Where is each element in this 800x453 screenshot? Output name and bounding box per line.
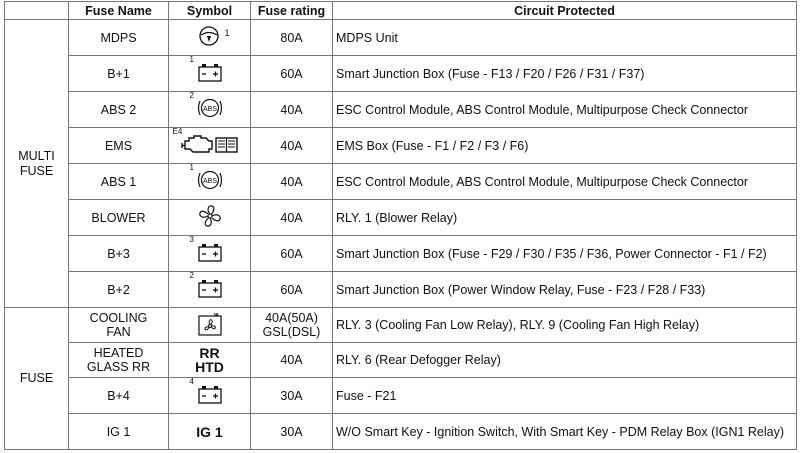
fuse-rating: 40A <box>251 128 333 164</box>
header-row <box>5 2 797 20</box>
fuse-name: BLOWER <box>69 200 169 236</box>
symbol-cell <box>169 20 251 56</box>
cooling-fan-icon <box>196 310 224 338</box>
fuse-name: B+4 <box>69 378 169 414</box>
table-row <box>5 378 797 414</box>
symbol-cell <box>169 56 251 92</box>
fuse-rating: 60A <box>251 272 333 308</box>
circuit-protected: RLY. 3 (Cooling Fan Low Relay), RLY. 9 (Cooling Fan High Relay) <box>333 308 797 343</box>
battery-icon <box>189 55 224 86</box>
symbol-superscript: 4 <box>189 377 194 386</box>
symbol-text-line2: HTD <box>195 359 224 375</box>
table-row <box>5 236 797 272</box>
fuse-rating: 40A <box>251 200 333 236</box>
fuse-rating: 40A <box>251 343 333 378</box>
symbol-cell <box>169 200 251 236</box>
circuit-protected: Smart Junction Box (Power Window Relay, Fuse - F23 / F28 / F33) <box>333 272 797 308</box>
fuse-rating: 40A <box>251 92 333 128</box>
symbol-cell <box>169 92 251 128</box>
battery-icon <box>189 235 224 266</box>
fuse-rating: 30A <box>251 414 333 450</box>
symbol-cell <box>169 343 251 378</box>
table-row <box>5 200 797 236</box>
symbol-superscript: 1 <box>189 55 194 64</box>
symbol-superscript: 2 <box>189 91 194 100</box>
fuse-name <box>69 343 169 378</box>
symbol-superscript: 1 <box>224 28 230 38</box>
symbol-cell <box>169 164 251 200</box>
circuit-protected: Smart Junction Box (Fuse - F13 / F20 / F26 / F31 / F37) <box>333 56 797 92</box>
table-row <box>5 20 797 56</box>
engine-icon <box>172 127 239 158</box>
fuse-name-line2: FAN <box>106 325 131 339</box>
symbol-superscript: E4 <box>172 127 183 136</box>
table-row <box>5 414 797 450</box>
symbol-text: IG 1 <box>196 423 223 440</box>
fuse-rating-line1: 40A(50A) <box>265 311 318 325</box>
circuit-protected: RLY. 6 (Rear Defogger Relay) <box>333 343 797 378</box>
symbol-cell <box>169 378 251 414</box>
fuse-rating: 60A <box>251 56 333 92</box>
fuse-rating <box>251 308 333 343</box>
fuse-rating: 40A <box>251 164 333 200</box>
symbol-cell <box>169 414 251 450</box>
header-circuit-protected: Circuit Protected <box>333 2 797 20</box>
table-row <box>5 164 797 200</box>
symbol-superscript: 1 <box>189 163 194 172</box>
fuse-rating: 60A <box>251 236 333 272</box>
table-row <box>5 92 797 128</box>
group-label-line1: MULTI <box>18 148 55 163</box>
circuit-protected: ESC Control Module, ABS Control Module, Multipurpose Check Connector <box>333 92 797 128</box>
fuse-name: ABS 1 <box>69 164 169 200</box>
symbol-superscript: 3 <box>189 235 194 244</box>
battery-icon <box>189 271 224 302</box>
table-row <box>5 56 797 92</box>
fuse-name: MDPS <box>69 20 169 56</box>
header-group <box>5 2 69 20</box>
abs-icon <box>189 91 224 122</box>
header-fuse-name: Fuse Name <box>69 2 169 20</box>
table-row <box>5 272 797 308</box>
fuse-name: ABS 2 <box>69 92 169 128</box>
circuit-protected: MDPS Unit <box>333 20 797 56</box>
circuit-protected: Smart Junction Box (Fuse - F29 / F30 / F35 / F36, Power Connector - F1 / F2) <box>333 236 797 272</box>
header-symbol: Symbol <box>169 2 251 20</box>
abs-icon-text: ABS <box>202 106 217 113</box>
circuit-protected: W/O Smart Key - Ignition Switch, With Smart Key - PDM Relay Box (IGN1 Relay) <box>333 414 797 450</box>
symbol-cell <box>169 308 251 343</box>
fuse-rating-line2: GSL(DSL) <box>262 325 321 339</box>
fuse-name <box>69 308 169 343</box>
table-row <box>5 343 797 378</box>
fuse-name: EMS <box>69 128 169 164</box>
fuse-name: IG 1 <box>69 414 169 450</box>
group-label-line2: FUSE <box>19 163 54 178</box>
battery-icon <box>189 377 224 408</box>
table-row <box>5 308 797 343</box>
symbol-cell <box>169 128 251 164</box>
steering-icon <box>198 22 230 50</box>
symbol-cell <box>169 272 251 308</box>
symbol-superscript: 2 <box>189 271 194 280</box>
fuse-name: B+1 <box>69 56 169 92</box>
fuse-name: B+2 <box>69 272 169 308</box>
fuse-table <box>4 1 797 450</box>
symbol-text-line1: RR <box>199 345 220 361</box>
fuse-rating: 30A <box>251 378 333 414</box>
header-fuse-rating: Fuse rating <box>251 2 333 20</box>
fuse-name: B+3 <box>69 236 169 272</box>
fan-icon <box>196 202 224 230</box>
group-fuse: FUSE <box>5 308 69 450</box>
fuse-name-line1: HEATED <box>93 346 144 360</box>
group-multi-fuse <box>5 20 69 308</box>
fuse-name-line1: COOLING <box>89 311 148 325</box>
circuit-protected: ESC Control Module, ABS Control Module, Multipurpose Check Connector <box>333 164 797 200</box>
fuse-rating: 80A <box>251 20 333 56</box>
abs-icon-text: ABS <box>202 178 217 185</box>
circuit-protected: RLY. 1 (Blower Relay) <box>333 200 797 236</box>
symbol-cell <box>169 236 251 272</box>
abs-icon <box>189 163 224 194</box>
circuit-protected: EMS Box (Fuse - F1 / F2 / F3 / F6) <box>333 128 797 164</box>
circuit-protected: Fuse - F21 <box>333 378 797 414</box>
fuse-name-line2: GLASS RR <box>86 360 151 374</box>
table-row <box>5 128 797 164</box>
